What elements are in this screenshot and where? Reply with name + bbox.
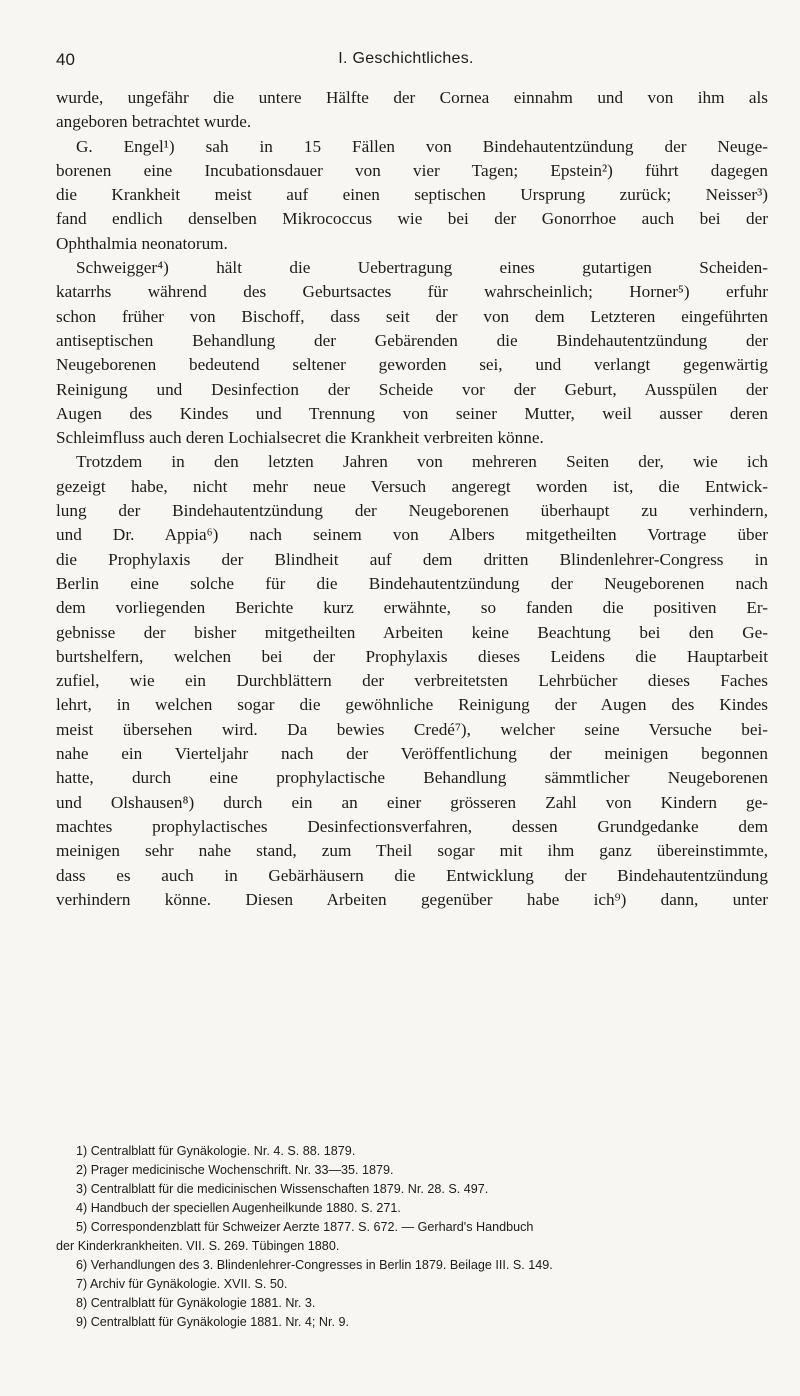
body-line: Ophthalmia neonatorum. <box>56 233 228 253</box>
body-line: wurde, ungefähr die untere Hälfte der Cornea einnahm und von ihm als <box>56 88 768 107</box>
body-line: machtes prophylactisches Desinfectionsverfahren, dessen Grundgedanke dem <box>56 816 768 836</box>
footnote-continuation: der Kinderkrankheiten. VII. S. 269. Tübingen 1880. <box>56 1239 340 1253</box>
footnote: 6) Verhandlungen des 3. Blindenlehrer-Congresses in Berlin 1879. Beilage III. S. 149. <box>76 1258 553 1272</box>
footnote: 7) Archiv für Gynäkologie. XVII. S. 50. <box>76 1277 288 1291</box>
footnote: 1) Centralblatt für Gynäkologie. Nr. 4. S. 88. 1879. <box>76 1144 356 1158</box>
body-line: lehrt, in welchen sogar die gewöhnliche Reinigung der Augen des Kindes <box>56 695 768 715</box>
body-line: angeboren betrachtet wurde. <box>56 112 252 132</box>
body-line: gezeigt habe, nicht mehr neue Versuch angeregt worden ist, die Entwick- <box>56 476 768 496</box>
body-line: die Krankheit meist auf einen septischen Ursprung zurück; Neisser³) <box>56 185 768 205</box>
body-line: fand endlich denselben Mikrococcus wie bei der Gonorrhoe auch bei der <box>56 209 768 229</box>
body-line: lung der Bindehautentzündung der Neugeborenen überhaupt zu verhindern, <box>56 501 768 521</box>
body-text <box>56 86 768 912</box>
footnotes <box>56 1142 768 1332</box>
body-line: und Dr. Appia⁶) nach seinem von Albers mitgetheilten Vortrage über <box>56 525 768 545</box>
footnote: 3) Centralblatt für die medicinischen Wissenschaften 1879. Nr. 28. S. 497. <box>76 1182 489 1196</box>
body-line: Schleimfluss auch deren Lochialsecret die Krankheit verbreiten könne. <box>56 428 544 448</box>
body-line: Schweigger⁴) hält die Uebertragung eines gutartigen Scheiden- <box>76 258 768 278</box>
body-line: G. Engel¹) sah in 15 Fällen von Bindehautentzündung der Neuge- <box>76 136 768 156</box>
page-header <box>56 50 756 80</box>
running-head: I. Geschichtliches. <box>338 50 474 67</box>
body-line: dem vorliegenden Berichte kurz erwähnte, so fanden die positiven Er- <box>56 598 768 618</box>
footnote: 9) Centralblatt für Gynäkologie 1881. Nr. 4; Nr. 9. <box>76 1315 350 1329</box>
body-line: Berlin eine solche für die Bindehautentzündung der Neugeborenen nach <box>56 573 768 593</box>
body-line: meist übersehen wird. Da bewies Credé⁷), welcher seine Versuche bei- <box>56 719 768 739</box>
body-line: dass es auch in Gebärhäusern die Entwicklung der Bindehautentzündung <box>56 865 768 885</box>
body-line: Augen des Kindes und Trennung von seiner Mutter, weil ausser deren <box>56 403 768 423</box>
body-line: borenen eine Incubationsdauer von vier Tagen; Epstein²) führt dagegen <box>56 160 768 180</box>
body-line: verhindern könne. Diesen Arbeiten gegenüber habe ich⁹) dann, unter <box>56 889 768 909</box>
body-line: schon früher von Bischoff, dass seit der von dem Letzteren eingeführten <box>56 306 768 326</box>
body-line: nahe ein Vierteljahr nach der Veröffentlichung der meinigen begonnen <box>56 744 768 764</box>
body-line: antiseptischen Behandlung der Gebärenden die Bindehautentzündung der <box>56 330 768 350</box>
body-line: Neugeborenen bedeutend seltener geworden sei, und verlangt gegenwärtig <box>56 355 768 375</box>
footnote: 4) Handbuch der speciellen Augenheilkunde 1880. S. 271. <box>76 1201 401 1215</box>
body-line: Trotzdem in den letzten Jahren von mehreren Seiten der, wie ich <box>76 452 768 472</box>
body-line: und Olshausen⁸) durch ein an einer grösseren Zahl von Kindern ge- <box>56 792 768 812</box>
body-line: meinigen sehr nahe stand, zum Theil sogar mit ihm ganz übereinstimmte, <box>56 841 768 861</box>
body-line: die Prophylaxis der Blindheit auf dem dritten Blindenlehrer-Congress in <box>56 549 768 569</box>
body-line: gebnisse der bisher mitgetheilten Arbeiten keine Beachtung bei den Ge- <box>56 622 768 642</box>
page-number: 40 <box>56 50 75 69</box>
footnote: 5) Correspondenzblatt für Schweizer Aerzte 1877. S. 672. — Gerhard's Handbuch <box>76 1220 534 1234</box>
body-line: katarrhs während des Geburtsactes für wahrscheinlich; Horner⁵) erfuhr <box>56 282 768 302</box>
body-line: hatte, durch eine prophylactische Behandlung sämmtlicher Neugeborenen <box>56 768 768 788</box>
body-line: burtshelfern, welchen bei der Prophylaxis dieses Leidens die Hauptarbeit <box>56 646 768 666</box>
body-line: zufiel, wie ein Durchblättern der verbreitetsten Lehrbücher dieses Faches <box>56 671 768 691</box>
footnote: 8) Centralblatt für Gynäkologie 1881. Nr. 3. <box>76 1296 316 1310</box>
body-line: Reinigung und Desinfection der Scheide vor der Geburt, Ausspülen der <box>56 379 768 399</box>
footnote: 2) Prager medicinische Wochenschrift. Nr. 33—35. 1879. <box>76 1163 394 1177</box>
